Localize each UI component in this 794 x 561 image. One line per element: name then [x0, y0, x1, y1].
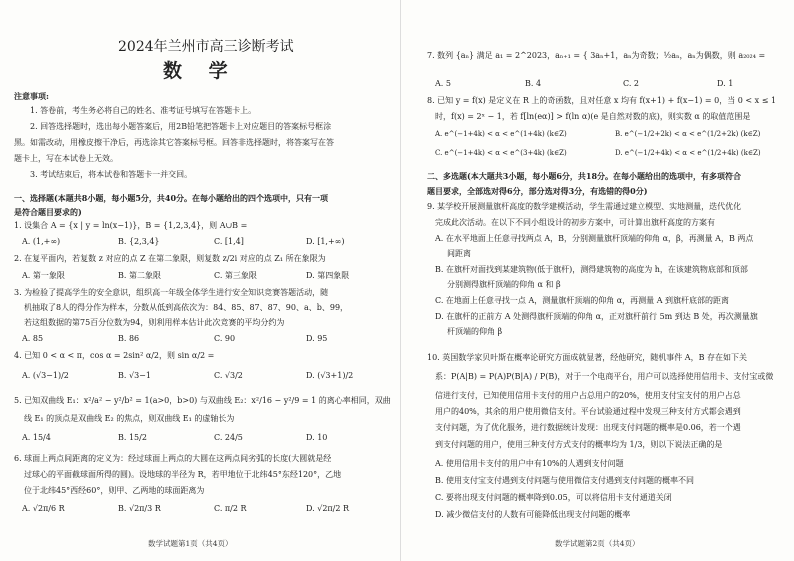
q6-option-d: D. √2π/2 R — [306, 504, 350, 513]
q10-line: 10. 英国数学家贝叶斯在概率论研究方面成就显著，经他研究，随机事件 A，B 存在如下关 — [427, 353, 748, 362]
q9-option-c: C. 在地面上任意寻找一点 A，测量旗杆顶端的仰角 α，再测量 A 到旗杆底部的距离 — [435, 296, 730, 305]
q5-option-c: C. 24/5 — [214, 433, 243, 442]
q3-option-c: C. 90 — [214, 334, 236, 343]
q5-option-d: D. 10 — [306, 433, 328, 442]
exam-subject: 数 学 — [163, 60, 238, 82]
q8-line: 8. 已知 y = f(x) 是定义在 R 上的奇函数，且对任意 x 均有 f(x+1) + f(x−1) = 0，当 0 < x ≤ 1 — [427, 96, 777, 105]
q2-option-d: D. 第四象限 — [306, 271, 350, 280]
q7-option-b: B. 4 — [525, 79, 542, 88]
q9-option-b-cont: 分别测得旗杆顶端的仰角 α 和 β — [447, 280, 561, 289]
q6-option-a: A. √2π/6 R — [22, 504, 65, 513]
notes-line: 1. 答卷前，考生务必将自己的姓名、准考证号填写在答题卡上。 — [30, 106, 257, 115]
q3-option-a: A. 85 — [22, 334, 44, 343]
q1-option-b: B. {2,3,4} — [118, 237, 160, 246]
q10-line: 支付问题，为了优化服务，进行数据统计发现：出现支付问题的概率是0.06，若一个遇 — [435, 423, 741, 432]
q2-option-a: A. 第一象限 — [22, 271, 65, 280]
q3-line: 机抽取了8人的得分作为样本，分数从低到高依次为：84、85、87、87、90、a、b、99， — [24, 303, 349, 312]
q4-option-b: B. √3−1 — [118, 371, 151, 380]
q10-option-d: D. 减少微信支付的人数有可能降低出现支付问题的概率 — [435, 510, 631, 519]
q7-option-a: A. 5 — [435, 79, 451, 88]
right-column — [400, 0, 794, 561]
q5-option-a: A. 15/4 — [22, 433, 51, 442]
q8-option-a: A. e^(−1+4k) < α < e^(1+4k) (k∈Z) — [435, 130, 567, 138]
q10-line: 用户的40%，其余的用户使用微信支付。平台试验通过程中发现三种支付方式都会遇到 — [435, 407, 741, 416]
q2-option-c: C. 第三象限 — [214, 271, 257, 280]
q10-option-c: C. 要将出现支付问题的概率降到0.05，可以将信用卡支付通道关闭 — [435, 493, 672, 502]
q6-line: 过球心的平面截球面所得的圆)。设地球的半径为 R，若甲地位于北纬45°东经120°，乙地 — [24, 470, 342, 479]
q4-stem: 4. 已知 0 < α < π，cos α = 2sin² α/2，则 sin α/2 = — [14, 351, 215, 360]
q10-option-b: B. 使用支付宝支付遇到支付问题与使用微信支付遇到支付问题的概率不同 — [435, 476, 694, 485]
section2-heading: 二、多选题(本大题共3小题，每小题6分，共18分。在每小题给出的选项中，有多项符合 — [427, 171, 742, 181]
q5-option-b: B. 15/2 — [118, 433, 147, 442]
page-footer-right: 数学试题第2页（共4页） — [555, 539, 640, 548]
q9-option-a-cont: 间距离 — [447, 249, 471, 258]
q8-option-b: B. e^(−1/2+2k) < α < e^(1/2+2k) (k∈Z) — [615, 130, 761, 138]
q9-line: 9. 某学校开展测量旗杆高度的数学建模活动，学生需通过建立模型、实地测量，迭代优化 — [427, 202, 742, 211]
q5-line: 线 E₁ 的顶点是双曲线 E₂ 的焦点，则双曲线 E₁ 的虚轴长为 — [24, 414, 235, 423]
q7-option-c: C. 2 — [623, 79, 640, 88]
q10-option-a: A. 使用信用卡支付的用户中有10%的人遇到支付问题 — [435, 459, 624, 468]
q7-option-d: D. 1 — [717, 79, 734, 88]
section1-heading-cont: 是符合题目要求的) — [14, 207, 82, 217]
q4-option-d: D. (√3+1)/2 — [306, 371, 354, 380]
q1-option-c: C. [1,4] — [214, 237, 244, 246]
q2-option-b: B. 第二象限 — [118, 271, 161, 280]
q8-line: 时，f(x) = 2ˣ − 1，若 f[ln(eα)] > f(ln α)(e 是自然对数的底)，则实数 α 的取值范围是 — [435, 112, 751, 121]
q7-stem: 7. 数列 {aₙ} 满足 a₁ = 2^2023，aₙ₊₁ = { 3aₙ+1，aₙ为奇数；½aₙ，aₙ为偶数，则 a₂₀₂₄ = — [427, 51, 766, 60]
q6-line: 6. 球面上两点间距离的定义为：经过球面上两点的大圆在这两点间劣弧的长度(大圆就是经 — [14, 454, 332, 463]
notes-line: 3. 考试结束后，将本试卷和答题卡一并交回。 — [30, 170, 193, 179]
q9-line: 完成此次活动。在以下不同小组设计的初步方案中，可计算出旗杆高度的方案有 — [435, 218, 715, 227]
q10-line: 信进行支付，已知使用信用卡支付的用户占总用户的20%，使用支付宝支付的用户占总 — [435, 391, 741, 400]
q1-option-a: A. (1,+∞) — [22, 237, 61, 246]
q1-option-d: D. [1,+∞) — [306, 237, 345, 246]
q8-option-d: D. e^(−1/2+4k) < α < e^(1/2+4k) (k∈Z) — [615, 149, 761, 157]
section1-heading: 一、选择题(本题共8小题，每小题5分，共40分。在每小题给出的四个选项中，只有一项 — [14, 193, 329, 203]
notes-line: 题卡上，写在本试卷上无效。 — [14, 154, 118, 163]
q9-option-d: D. 在旗杆的正前方 A 处测得旗杆顶端的仰角 α，正对旗杆前行 5m 到达 B 处，再次测量旗 — [435, 312, 758, 321]
section2-heading-cont: 题目要求，全部选对得6分，部分选对得3分，有选错的得0分) — [427, 186, 648, 196]
notes-line: 黑。如需改动，用橡皮擦干净后，再选涂其它答案标号框。回答非选择题时，将答案写在答 — [14, 138, 334, 147]
q3-line: 若这组数据的第75百分位数为94，则利用样本估计此次竞赛的平均分约为 — [24, 318, 285, 327]
q9-option-b: B. 在旗杆对面找到某建筑物(低于旗杆)，测得建筑物的高度为 h，在该建筑物底部和顶部 — [435, 265, 748, 274]
q3-option-b: B. 86 — [118, 334, 140, 343]
q6-option-b: B. √2π/3 R — [118, 504, 161, 513]
q4-option-a: A. (√3−1)/2 — [22, 371, 69, 380]
q3-line: 3. 为检验了提高学生的安全意识，组织高一年级全体学生进行安全知识竞赛答题活动，随 — [14, 288, 329, 297]
q2-stem: 2. 在复平面内，若复数 z 对应的点 Z 在第二象限，则复数 z/2i 对应的点 Z₁ 所在象限为 — [14, 254, 326, 263]
q10-line: 到支付问题的用户，使用三种支付方式支付的概率均为 1/3，则以下说法正确的是 — [435, 440, 723, 449]
notes-line: 2. 回答选择题时，选出每小题答案后，用2B铅笔把答题卡上对应题目的答案标号框涂 — [30, 122, 332, 131]
q4-option-c: C. √3/2 — [214, 371, 243, 380]
q1-stem: 1. 设集合 A = {x | y = ln(x−1)}，B = {1,2,3,4}，则 A∪B = — [14, 221, 248, 230]
page-footer-left: 数学试题第1页（共4页） — [148, 539, 233, 548]
q9-option-d-cont: 杆顶端的仰角 β — [447, 327, 503, 336]
q6-option-c: C. π/2 R — [214, 504, 247, 513]
exam-title: 2024年兰州市高三诊断考试 — [118, 39, 294, 55]
q9-option-a: A. 在水平地面上任意寻找两点 A，B，分别测量旗杆顶端的仰角 α，β，再测量 A，B 两点 — [435, 234, 754, 243]
q6-line: 位于北纬45°西经60°，则甲、乙两地的球面距离为 — [24, 486, 205, 495]
q3-option-d: D. 95 — [306, 334, 328, 343]
q8-option-c: C. e^(−1+4k) < α < e^(3+4k) (k∈Z) — [435, 149, 567, 157]
notes-heading: 注意事项: — [14, 91, 49, 101]
q10-line: 系：P(A|B) = P(A)P(B|A) / P(B)，对于一个电商平台，用户可以选择使用信用卡、支付宝或微 — [435, 372, 774, 381]
q5-line: 5. 已知双曲线 E₁：x²/a² − y²/b² = 1(a>0，b>0) 与双曲线 E₂：x²/16 − y²/9 = 1 的离心率相同，双曲 — [14, 396, 391, 405]
